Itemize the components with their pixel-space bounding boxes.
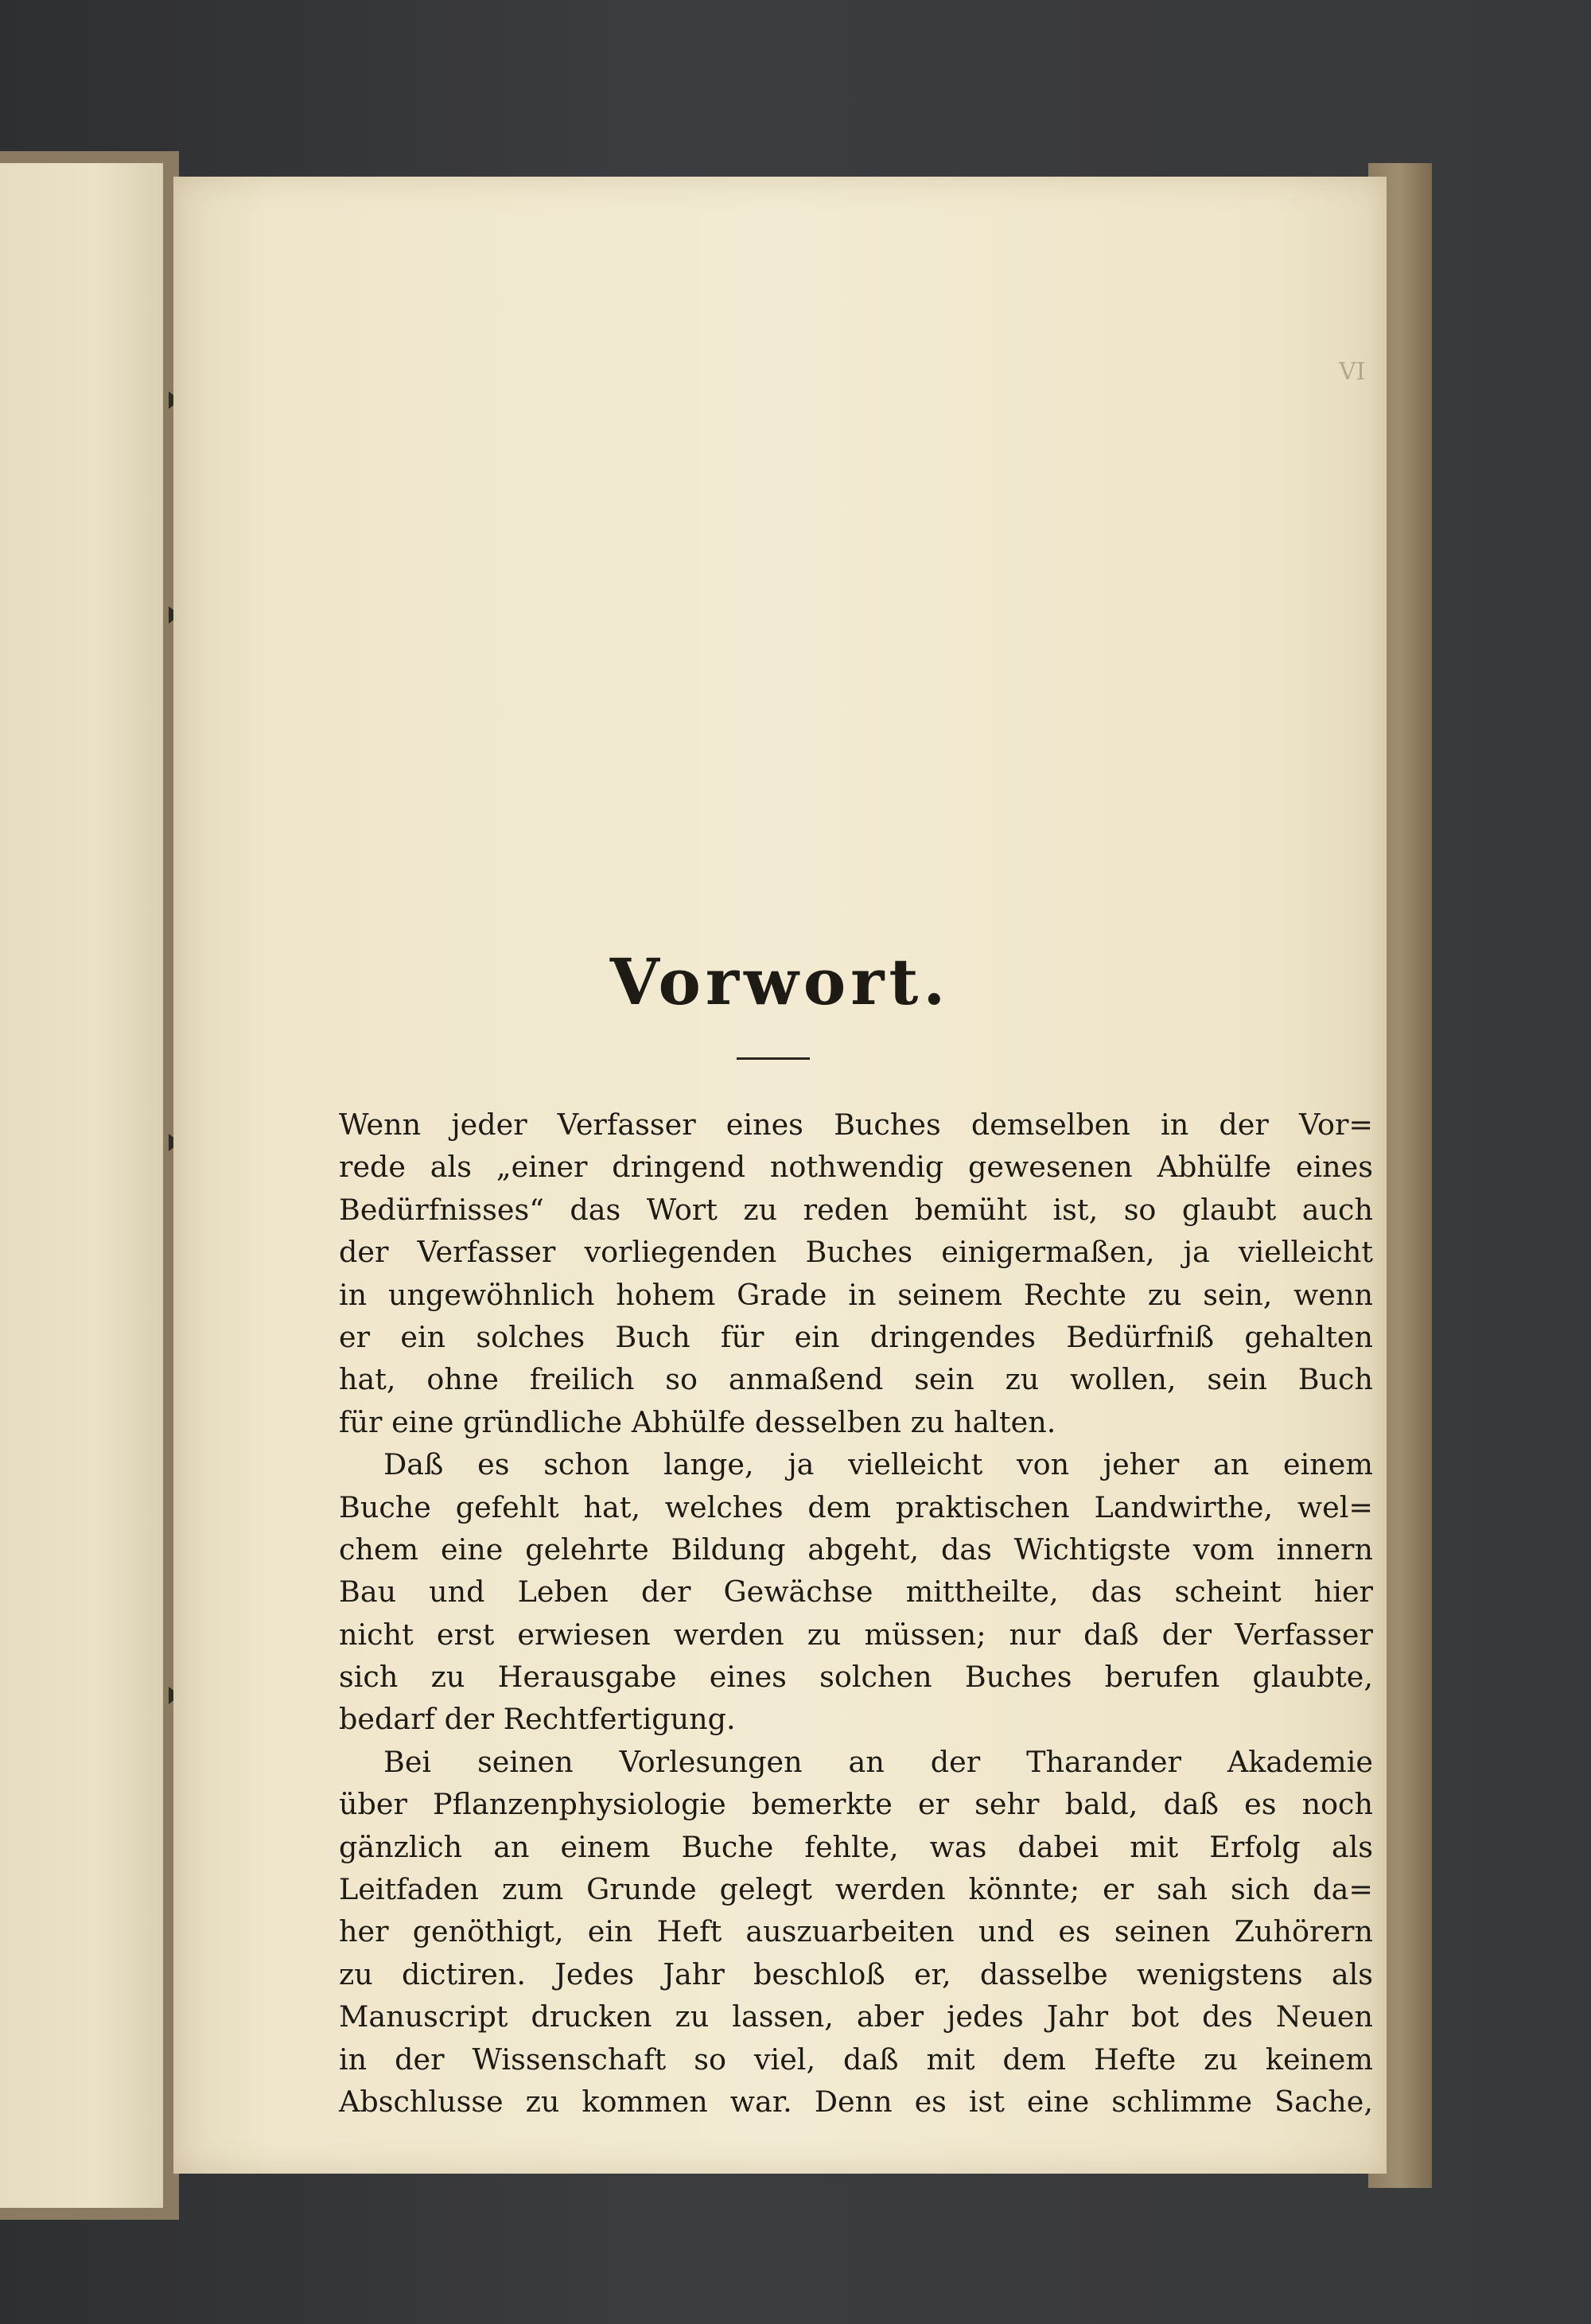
text-line: Leitfaden zum Grunde gelegt werden könnte; er sah sich da=	[339, 1872, 1373, 1907]
text-line: chem eine gelehrte Bildung abgeht, das Wichtigste vom innern	[339, 1532, 1373, 1567]
text-line: für eine gründliche Abhülfe desselben zu halten.	[339, 1404, 1056, 1439]
text-line: er ein solches Buch für ein dringendes Bedürfniß gehalten	[339, 1319, 1373, 1354]
left-facing-page	[0, 163, 163, 2208]
text-line: hat, ohne freilich so anmaßend sein zu wollen, sein Buch	[339, 1362, 1373, 1397]
text-line: Bau und Leben der Gewächse mittheilte, das scheint hier	[339, 1575, 1373, 1610]
text-line: sich zu Herausgabe eines solchen Buches berufen glaubte,	[339, 1660, 1373, 1695]
text-line: Daß es schon lange, ja vielleicht von jeher an einem	[383, 1447, 1373, 1482]
text-line: in der Wissenschaft so viel, daß mit dem Hefte zu keinem	[339, 2042, 1373, 2077]
text-line: über Pflanzenphysiologie bemerkte er sehr bald, daß es noch	[339, 1787, 1373, 1822]
body-text	[339, 1104, 1373, 2123]
text-line: bedarf der Rechtfertigung.	[339, 1702, 736, 1737]
text-line: zu dictiren. Jedes Jahr beschloß er, dasselbe wenigstens als	[339, 1956, 1373, 1991]
text-line: Bei seinen Vorlesungen an der Tharander Akademie	[383, 1744, 1373, 1779]
page-number: VI	[1339, 358, 1366, 386]
text-line: in ungewöhnlich hohem Grade in seinem Rechte zu sein, wenn	[339, 1277, 1373, 1312]
text-line: Manuscript drucken zu lassen, aber jedes Jahr bot des Neuen	[339, 1999, 1373, 2034]
text-line: Buche gefehlt hat, welches dem praktischen Landwirthe, wel=	[339, 1489, 1373, 1524]
text-line: Wenn jeder Verfasser eines Buches demselben in der Vor=	[339, 1108, 1373, 1142]
heading-rule	[737, 1057, 810, 1060]
text-line: Bedürfnisses“ das Wort zu reden bemüht ist, so glaubt auch	[339, 1192, 1373, 1227]
text-line: nicht erst erwiesen werden zu müssen; nur daß der Verfasser	[339, 1617, 1373, 1652]
text-line: gänzlich an einem Buche fehlte, was dabei mit Erfolg als	[339, 1829, 1373, 1864]
text-line: rede als „einer dringend nothwendig gewesenen Abhülfe eines	[339, 1150, 1373, 1185]
page-heading: Vorwort.	[609, 944, 951, 1019]
text-line: der Verfasser vorliegenden Buches einigermaßen, ja vielleicht	[339, 1235, 1373, 1270]
book-page	[173, 177, 1387, 2174]
text-line: Abschlusse zu kommen war. Denn es ist eine schlimme Sache,	[339, 2084, 1373, 2119]
text-line: her genöthigt, ein Heft auszuarbeiten und es seinen Zuhörern	[339, 1914, 1373, 1949]
